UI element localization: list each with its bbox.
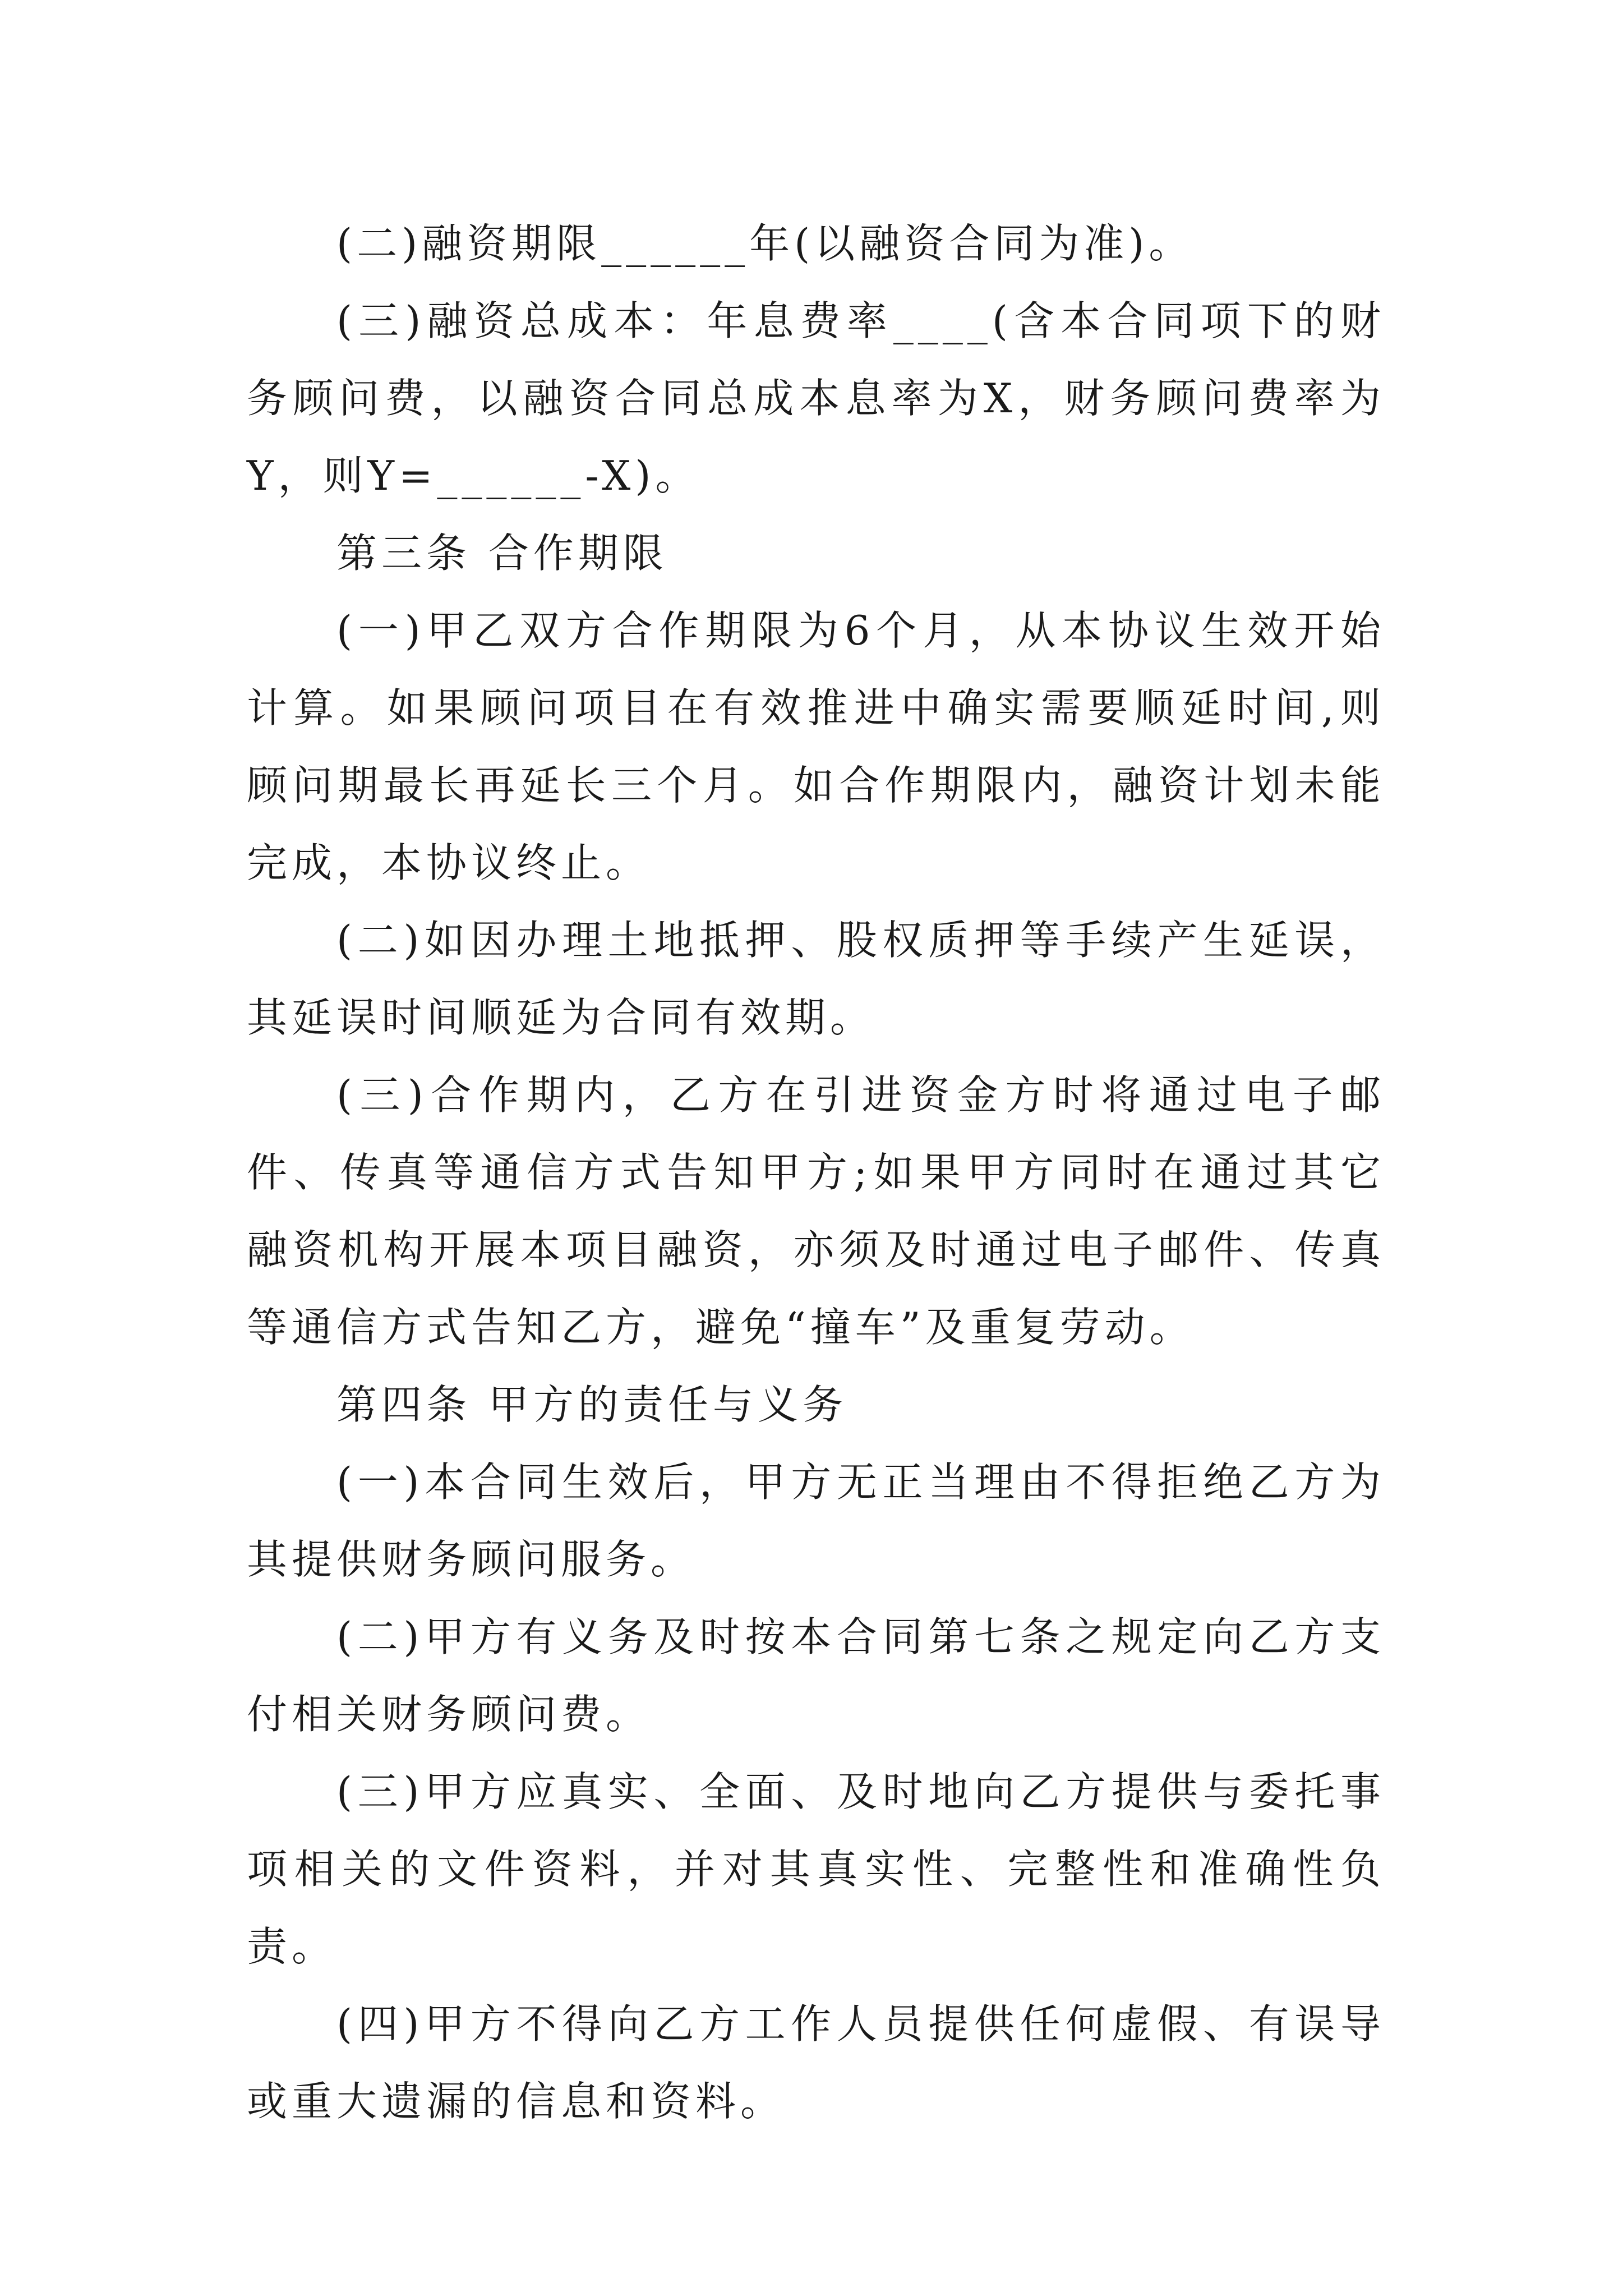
paragraph-party-a-duty-1: (一)本合同生效后，甲方无正当理由不得拒绝乙方为其提供财务顾问服务。 xyxy=(247,1458,1385,1583)
paragraph-delay-extension: (二)如因办理土地抵押、股权质押等手续产生延误，其延误时间顺延为合同有效期。 xyxy=(247,917,1385,1041)
paragraph-financing-total-cost: (三)融资总成本：年息费率____(含本合同项下的财务顾问费，以融资合同总成本息率为X，财务顾问费率为Y，则Y=______-X)。 xyxy=(247,297,1385,499)
paragraph-financing-term: (二)融资期限______年(以融资合同为准)。 xyxy=(336,220,1194,267)
paragraph-party-a-duty-4: (四)甲方不得向乙方工作人员提供任何虚假、有误导或重大遗漏的信息和资料。 xyxy=(247,2000,1385,2125)
article-3-heading: 第三条 合作期限 xyxy=(336,530,668,577)
paragraph-notification: (三)合作期内，乙方在引进资金方时将通过电子邮件、传真等通信方式告知甲方;如果甲方同时在通过其它融资机构开展本项目融资，亦须及时通过电子邮件、传真等通信方式告知乙方，避免“撞车”及重复劳动。 xyxy=(247,1071,1385,1351)
document-body xyxy=(247,205,1385,2140)
paragraph-cooperation-period: (一)甲乙双方合作期限为6个月，从本协议生效开始计算。如果顾问项目在有效推进中确实需要顺延时间,则顾问期最长再延长三个月。如合作期限内，融资计划未能完成，本协议终止。 xyxy=(247,607,1385,886)
paragraph-party-a-duty-3: (三)甲方应真实、全面、及时地向乙方提供与委托事项相关的文件资料，并对其真实性、完整性和准确性负责。 xyxy=(247,1768,1385,1970)
paragraph-party-a-duty-2: (二)甲方有义务及时按本合同第七条之规定向乙方支付相关财务顾问费。 xyxy=(247,1613,1385,1738)
article-4-heading: 第四条 甲方的责任与义务 xyxy=(336,1381,847,1428)
